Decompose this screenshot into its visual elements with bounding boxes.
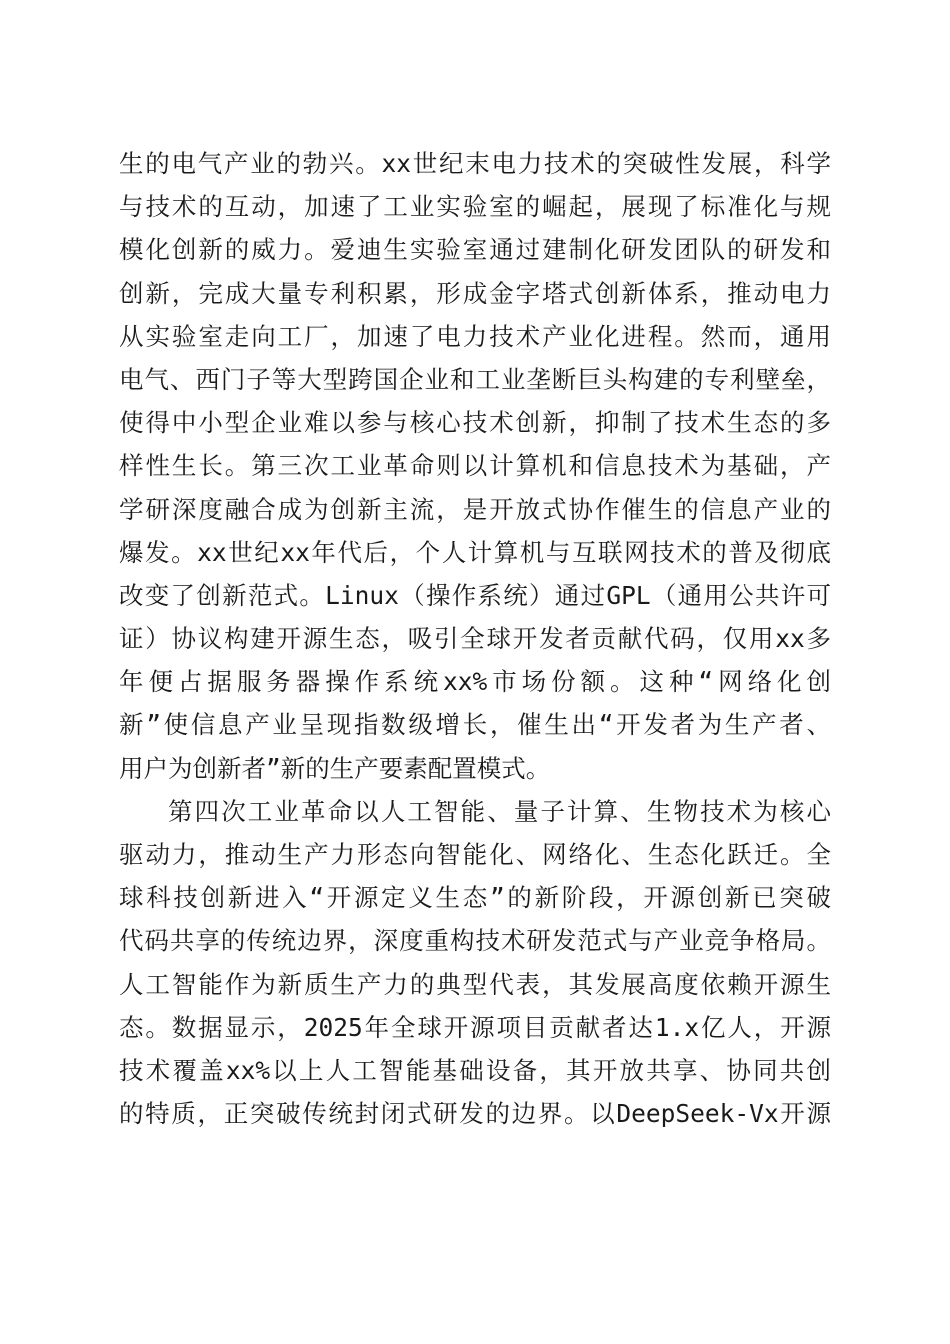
- text-line: 学研深度融合成为创新主流，是开放式协作催生的信息产业的: [119, 494, 831, 524]
- paragraph-2: [119, 790, 831, 1136]
- body-text: [119, 142, 831, 1135]
- text-line: 改变了创新范式。Linux（操作系统）通过GPL（通用公共许可: [119, 580, 831, 610]
- text-line: 新”使信息产业呈现指数级增长，催生出“开发者为生产者、: [119, 710, 831, 740]
- paragraph-1: [119, 142, 831, 790]
- text-line: 与技术的互动，加速了工业实验室的崛起，展现了标准化与规: [119, 192, 831, 222]
- text-line: 的特质，正突破传统封闭式研发的边界。以DeepSeek-Vx开源: [119, 1099, 831, 1129]
- text-line: 人工智能作为新质生产力的典型代表，其发展高度依赖开源生: [119, 969, 831, 999]
- text-line: 球科技创新进入“开源定义生态”的新阶段，开源创新已突破: [119, 883, 831, 913]
- text-line: 技术覆盖xx%以上人工智能基础设备，其开放共享、协同共创: [119, 1055, 831, 1085]
- text-line: 代码共享的传统边界，深度重构技术研发范式与产业竞争格局。: [119, 926, 831, 956]
- text-line: 电气、西门子等大型跨国企业和工业垄断巨头构建的专利壁垒，: [119, 364, 831, 394]
- text-line: 从实验室走向工厂，加速了电力技术产业化进程。然而，通用: [119, 321, 831, 351]
- text-line: 态。数据显示，2025年全球开源项目贡献者达1.x亿人，开源: [119, 1012, 831, 1042]
- text-line: 样性生长。第三次工业革命则以计算机和信息技术为基础，产: [119, 451, 831, 481]
- text-line: 模化创新的威力。爱迪生实验室通过建制化研发团队的研发和: [119, 235, 831, 265]
- text-line: 证）协议构建开源生态，吸引全球开发者贡献代码，仅用xx多: [119, 624, 831, 654]
- text-line: 生的电气产业的勃兴。xx世纪末电力技术的突破性发展，科学: [119, 149, 831, 178]
- text-line: 驱动力，推动生产力形态向智能化、网络化、生态化跃迁。全: [119, 840, 831, 869]
- text-line: 用户为创新者”新的生产要素配置模式。: [119, 753, 551, 783]
- text-line: 创新，完成大量专利积累，形成金字塔式创新体系，推动电力: [119, 278, 831, 308]
- text-line: 爆发。xx世纪xx年代后，个人计算机与互联网技术的普及彻底: [119, 537, 831, 567]
- text-line: 年便占据服务器操作系统xx%市场份额。这种“网络化创: [119, 667, 831, 697]
- text-line: 第四次工业革命以人工智能、量子计算、生物技术为核心: [168, 796, 831, 826]
- text-line: 使得中小型企业难以参与核心技术创新，抑制了技术生态的多: [119, 408, 831, 438]
